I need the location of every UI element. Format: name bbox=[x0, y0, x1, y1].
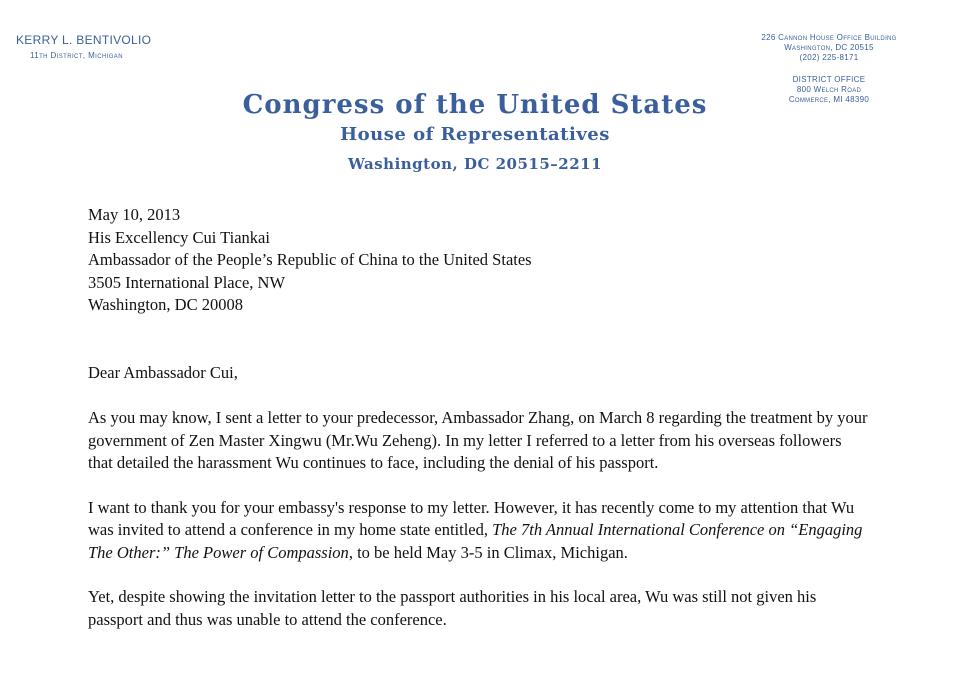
recipient-name: His Excellency Cui Tiankai bbox=[88, 227, 270, 247]
dc-office-phone: (202) 225-8171 bbox=[799, 53, 859, 62]
district-office-line1: 800 Welch Road bbox=[796, 85, 862, 94]
district-office-line2: Commerce, MI 48390 bbox=[788, 95, 870, 104]
recipient-title: Ambassador of the People’s Republic of China to the United States bbox=[88, 250, 532, 269]
letterhead-title bbox=[200, 90, 750, 173]
letter-date: May 10, 2013 bbox=[88, 205, 181, 224]
dc-office-line2: Washington, DC 20515 bbox=[784, 43, 874, 52]
office-block bbox=[729, 33, 929, 105]
paragraph-2-end: , to be held May 3-5 in Climax, Michigan. bbox=[348, 542, 628, 562]
district-office-label: DISTRICT OFFICE bbox=[792, 75, 866, 84]
conference-title: The 7th Annual International Conference on “Engaging The Other:” The Power of Compassion bbox=[88, 520, 863, 562]
salutation: Dear Ambassador Cui, bbox=[88, 362, 238, 382]
congress-title: Congress of the United States bbox=[242, 90, 708, 120]
address-block bbox=[88, 204, 868, 317]
recipient-city: Washington, DC 20008 bbox=[88, 295, 243, 314]
paragraph-2-start: I want to thank you for your embassy's response to my letter. However, it has recently come to my attention that Wu was invited to attend a conference in my home state entitled, bbox=[88, 497, 855, 539]
paragraph-3: Yet, despite showing the invitation letter to the passport authorities in his local area, Wu was still not given his passport and thus was unable to attend the conference. bbox=[88, 587, 817, 629]
dc-office-line1: 226 Cannon House Office Building bbox=[761, 33, 897, 42]
paragraph-1: As you may know, I sent a letter to your predecessor, Ambassador Zhang, on March 8 regarding the treatment by your government of Zen Master Xingwu (Mr.Wu Zeheng). In my letter I referred to a letter from his overseas followers that detailed the harassment Wu continues to face, including the denial of his passport. bbox=[88, 408, 868, 472]
member-block bbox=[16, 33, 151, 60]
house-title: House of Representatives bbox=[340, 124, 610, 145]
letterhead-city: Washington, DC 20515–2211 bbox=[347, 155, 603, 173]
recipient-street: 3505 International Place, NW bbox=[88, 272, 286, 292]
member-district: 11th District, Michigan bbox=[30, 51, 123, 60]
paragraph-2 bbox=[88, 497, 868, 565]
letter-body bbox=[88, 204, 868, 653]
member-name: KERRY L. BENTIVOLIO bbox=[16, 33, 152, 47]
